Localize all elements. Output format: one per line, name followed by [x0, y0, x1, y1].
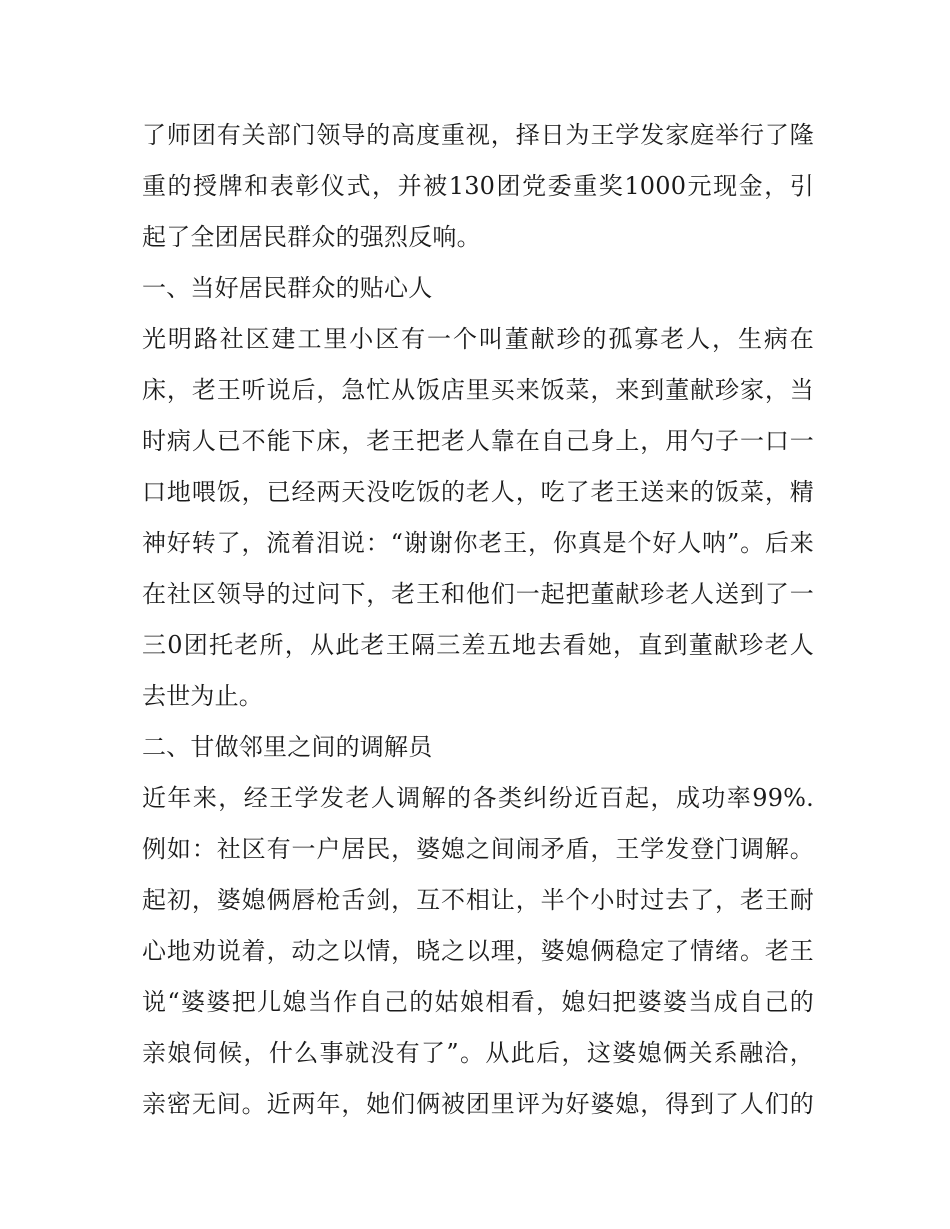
text-line: 说“婆婆把儿媳当作自己的姑娘相看，媳妇把婆婆当成自己的 — [142, 988, 814, 1016]
text-line: 近年来，经王学发老人调解的各类纠纷近百起，成功率99%. — [142, 784, 814, 812]
section-heading: 一、当好居民群众的贴心人 — [142, 274, 433, 302]
text-line: 光明路社区建工里小区有一个叫董献珍的孤寡老人，生病在 — [142, 325, 814, 353]
text-line: 起初，婆媳俩唇枪舌剑，互不相让，半个小时过去了，老王耐 — [142, 886, 814, 914]
text-line: 心地劝说着，动之以情，晓之以理，婆媳俩稳定了情绪。老王 — [142, 937, 814, 965]
text-line: 口地喂饭，已经两天没吃饭的老人，吃了老王送来的饭菜，精 — [142, 478, 814, 506]
text-line: 例如：社区有一户居民，婆媳之间闹矛盾，王学发登门调解。 — [142, 835, 814, 863]
text-line: 神好转了，流着泪说：“谢谢你老王，你真是个好人呐”。后来 — [142, 529, 814, 557]
document-body — [142, 110, 814, 1130]
text-line: 起了全团居民群众的强烈反响。 — [142, 223, 481, 251]
text-line: 在社区领导的过问下，老王和他们一起把董献珍老人送到了一 — [142, 580, 814, 608]
text-line: 去世为止。 — [142, 682, 263, 710]
text-line: 了师团有关部门领导的高度重视，择日为王学发家庭举行了隆 — [142, 121, 814, 149]
text-line: 床，老王听说后，急忙从饭店里买来饭菜，来到董献珍家，当 — [142, 376, 814, 404]
text-line: 三0团托老所，从此老王隔三差五地去看她，直到董献珍老人 — [142, 631, 814, 659]
section-heading: 二、甘做邻里之间的调解员 — [142, 733, 433, 761]
text-line: 亲密无间。近两年，她们俩被团里评为好婆媳，得到了人们的 — [142, 1090, 814, 1118]
text-line: 重的授牌和表彰仪式，并被130团党委重奖1000元现金，引 — [142, 172, 814, 200]
text-line: 亲娘伺候，什么事就没有了”。从此后，这婆媳俩关系融洽， — [142, 1039, 814, 1067]
text-line: 时病人已不能下床，老王把老人靠在自己身上，用勺子一口一 — [142, 427, 814, 455]
